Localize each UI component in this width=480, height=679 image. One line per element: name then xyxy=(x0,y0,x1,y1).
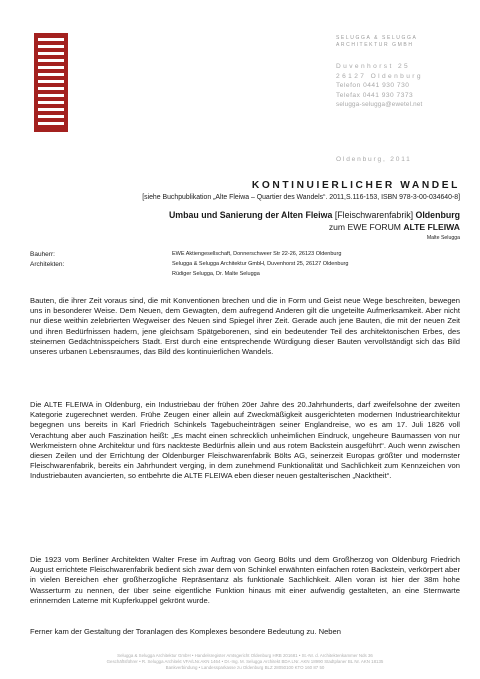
publication-reference: [siehe Buchpublikation „Alte Fleiwa – Quartier des Wandels“. 2011,S.116-153, ISBN 978-3-00-034640-8] xyxy=(142,194,460,201)
letterhead-firm xyxy=(336,35,460,48)
footer-line-2: Geschäftsführer • R. Selugga Architekt VFA/LNr.AKN 1464 • Dr.-Ing. M. Selugga Architekt BDA LNr. AKN 18990 Stadtplaner BL Nr. AKN 18135 xyxy=(106,659,384,665)
client-label: Bauherr: xyxy=(30,251,55,258)
subtitle-forum: zum EWE FORUM xyxy=(328,222,401,232)
company-logo xyxy=(34,33,68,132)
firm-name: SELUGGA & SELUGGA xyxy=(336,35,418,41)
paragraph-3: Die 1923 vom Berliner Architekten Walter Frese im Auftrag von Georg Bölts und dem Großherzog von Oldenburg Friedrich August errichtete Fleischwarenfabrik bedient sich zwar dem von Schinkel erwähnten einfachen roten Backstein, verkörpert aber in vielen Bereichen eher großherzogliche Repräsentanz als funktionale Sachlichkeit. Allen voran ist hier der 38m hohe Wasserturm zu nennen, der über seine eigentliche Funktion hinaus mit einer aufwendig gestalteten, an eine Sternwarte erinnernden Laterne mit Kupferkuppel gekrönt wurde. xyxy=(30,555,460,605)
address-phone: Telefon 0441 930 730 xyxy=(336,82,410,90)
footer-line-3: Bankverbindung • Landessparkasse zu Oldenburg BLZ 28050100 KTO 160 87 50 xyxy=(165,665,325,671)
architects-value: Selugga & Selugga Architektur GmbH, Duvenhorst 25, 26127 Oldenburg xyxy=(172,261,349,267)
page-footer xyxy=(40,653,450,672)
paragraph-4: Ferner kam der Gestaltung der Toranlagen des Komplexes besondere Bedeutung zu. Neben xyxy=(30,627,341,636)
firm-type: ARCHITEKTUR GMBH xyxy=(336,41,414,48)
subtitle-line-1 xyxy=(30,210,460,220)
footer-line-1: Selugga & Selugga Architektur GmbH • Handelsregister Amtsgericht Oldenburg HRB 201681 • St.-Nr. d. Architektenkammer Nds 36 xyxy=(117,653,373,658)
author-name: Malte Selugga xyxy=(426,235,460,241)
subtitle-bracket: [Fleischwarenfabrik] xyxy=(334,210,414,220)
architects-names: Rüdiger Selugga, Dr. Malte Selugga xyxy=(172,271,260,277)
subtitle-line-2 xyxy=(30,222,460,232)
letterhead-address xyxy=(336,62,460,110)
architects-label: Architekten: xyxy=(30,261,65,268)
paragraph-1: Bauten, die ihrer Zeit voraus sind, die mit Konventionen brechen und die in Form und Geist neue Wege beschreiten, bewegen uns in besonderer Weise. Dem Neuen, dem Gewagten, dem aufregend Anderen gilt die ungeteilte Aufmerksamkeit. Aber nicht nur diese weithin zelebrierten Wegweiser des Neuen sind Spiegel ihrer Zeit. Gerade auch jene Bauten, die mit der neuen Zeit und ihren Bedürfnissen hadern, jene gleichsam Spätgeborenen, sind ein bedeutender Teil des architektonischen Erbes, des steinernen Gedächtnisspeichers Stadt. Erst durch eine entsprechende Würdigung dieser Bauten vervollständigt sich das Bild unseres urbanen Lebensraumes, das Bild des kontinuierlichen Wandels. xyxy=(30,296,460,357)
subtitle-city: Oldenburg xyxy=(415,210,460,220)
client-value: EWE Aktiengesellschaft, Donnerschweer Str 22-26, 26123 Oldenburg xyxy=(172,251,342,257)
letter-date: Oldenburg, 2011 xyxy=(336,156,412,163)
subtitle-project: Umbau und Sanierung der Alten Fleiwa xyxy=(168,210,333,220)
address-email: selugga-selugga@ewetel.net xyxy=(336,101,423,109)
address-street: Duvenhorst 25 xyxy=(336,63,411,70)
paragraph-2: Die ALTE FLEIWA in Oldenburg, ein Industriebau der frühen 20er Jahre des 20.Jahrhunderts, darf zweifelsohne der zweiten Kategorie zugerechnet werden. Frühe Zeugen einer allein auf Zweckmäßigkeit ausgerichteten modernen Industriearchitektur begegnen uns bereits in Karl Friedrich Schinkels Tagebucheinträgen seiner Englandreise, wo es am 17. Juli 1826 voll Verachtung aber auch Faszination heißt: „Es macht einen schrecklich unheimlichen Eindruck, ungeheure Baumassen von nur Werkmeistern ohne Architektur und fürs nackteste Bedürfnis allein und aus rotem Backstein ausgeführt“. Auch wenn zwischen diesen Zeilen und der Errichtung der Oldenburger Fleischwarenfabrik Bölts AG, seinerzeit Europas größter und modernster Fleischwarenfabrik, bereits ein Jahrhundert verging, in dem zunehmend Funktionalität und Sachlichkeit zum Kennzeichen von Industriebauten avancierten, so entbehrte die ALTE FLEIWA eben dieser neuen gestalterischen „Nacktheit“. xyxy=(30,400,460,481)
subtitle-forum-name: ALTE FLEIWA xyxy=(403,222,460,232)
address-city: 26127 Oldenburg xyxy=(336,72,423,80)
document-title: KONTINUIERLICHER WANDEL xyxy=(251,180,460,191)
address-fax: Telefax 0441 930 7373 xyxy=(336,91,414,99)
